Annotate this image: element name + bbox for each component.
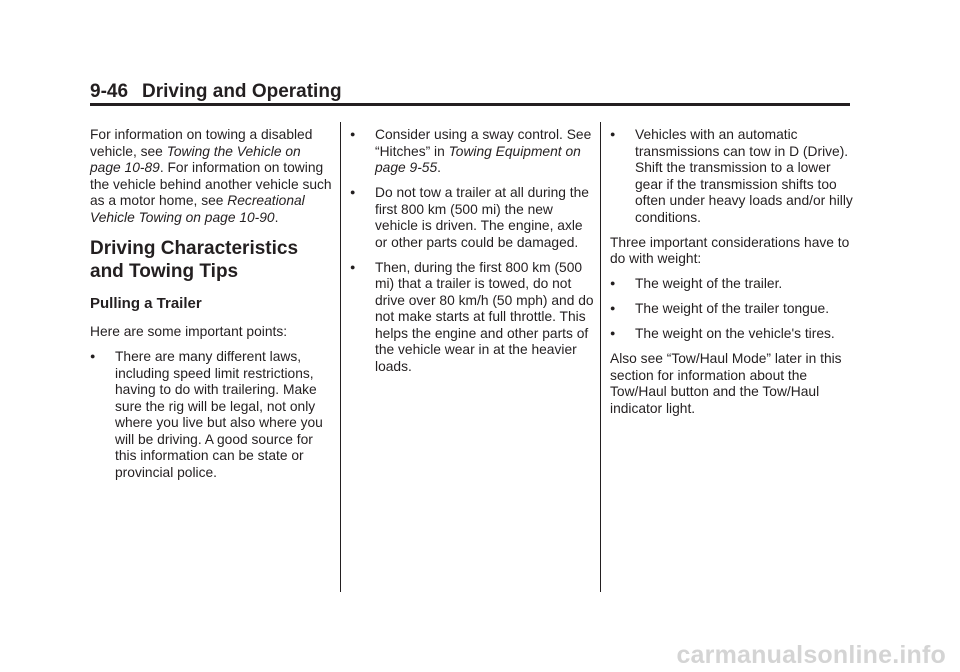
page-number: 9-46 xyxy=(90,81,129,102)
list-item-text: The weight on the vehicle's tires. xyxy=(635,326,835,341)
intro-paragraph xyxy=(90,127,335,226)
bullet-icon: ● xyxy=(350,261,356,272)
list-item xyxy=(90,349,335,481)
column-3 xyxy=(610,127,855,426)
list-item xyxy=(610,326,855,343)
column-divider xyxy=(340,122,341,592)
bullet-icon: ● xyxy=(350,129,356,139)
bullet-icon: ● xyxy=(610,303,616,313)
column-1 xyxy=(90,127,335,490)
weight-intro: Three important considerations have to do with weight: xyxy=(610,234,850,266)
bullet-icon: ● xyxy=(350,187,356,197)
column-divider xyxy=(600,122,601,592)
text: . xyxy=(274,209,279,225)
cross-reference: Towing the Vehicle on page 10-89 xyxy=(90,143,301,175)
list-item-text: Do not tow a trailer at all during the first 800 km (500 mi) the new vehicle is driven. The engine, axle or other parts could be damaged. xyxy=(375,185,589,250)
cross-reference: Towing Equipment on page 9-55 xyxy=(375,143,581,175)
watermark: carmanualsonline.info xyxy=(676,641,946,669)
cross-reference: Recreational Vehicle Towing on page 10-90 xyxy=(90,193,305,225)
text: . xyxy=(437,160,441,175)
bullet-icon: ● xyxy=(610,328,616,338)
text: For information on towing a disabled vehicle, see xyxy=(90,127,313,159)
section-heading: Driving Characteristics and Towing Tips xyxy=(90,238,299,282)
subsection-heading: Pulling a Trailer xyxy=(90,295,202,312)
text: . For information on towing the vehicle behind another vehicle such as a motor home, see xyxy=(90,160,332,208)
list-item xyxy=(610,276,855,293)
list-item-text: There are many different laws, including speed limit restrictions, having to do with trailering. Make sure the rig will be legal, not only where you live but also where you will be driving. A good source for this information can be state or provincial police. xyxy=(115,349,323,480)
bullet-icon: ● xyxy=(610,129,616,139)
list-item xyxy=(610,301,855,318)
list-item-text: Vehicles with an automatic transmissions can tow in D (Drive). Shift the transmission to a lower gear if the transmission shifts too often under heavy loads and/or hilly conditions. xyxy=(635,127,853,225)
list-item-text: The weight of the trailer. xyxy=(635,276,783,291)
list-item xyxy=(610,127,855,226)
header-rule xyxy=(90,103,850,106)
text: Consider using a sway control. See “Hitches” in xyxy=(375,127,592,159)
list-item xyxy=(350,127,595,177)
list-item xyxy=(350,185,595,251)
list-item-text: The weight of the trailer tongue. xyxy=(635,301,830,316)
also-see-paragraph: Also see “Tow/Haul Mode” later in this section for information about the Tow/Haul button and the Tow/Haul indicator light. xyxy=(610,351,842,416)
lead-paragraph: Here are some important points: xyxy=(90,324,288,339)
list-item-text xyxy=(375,127,591,175)
section-title: Driving and Operating xyxy=(142,81,342,102)
bullet-icon: ● xyxy=(90,351,96,361)
list-item xyxy=(350,260,595,376)
list-item-text: Then, during the first 800 km (500 mi) that a trailer is towed, do not drive over 80 km/h (50 mph) and do not make starts at full throttle. This helps the engine and other parts of the vehicle wear in at the heavier loads. xyxy=(375,259,594,374)
column-2 xyxy=(350,127,595,384)
bullet-icon: ● xyxy=(610,278,616,288)
page-header xyxy=(90,80,342,104)
